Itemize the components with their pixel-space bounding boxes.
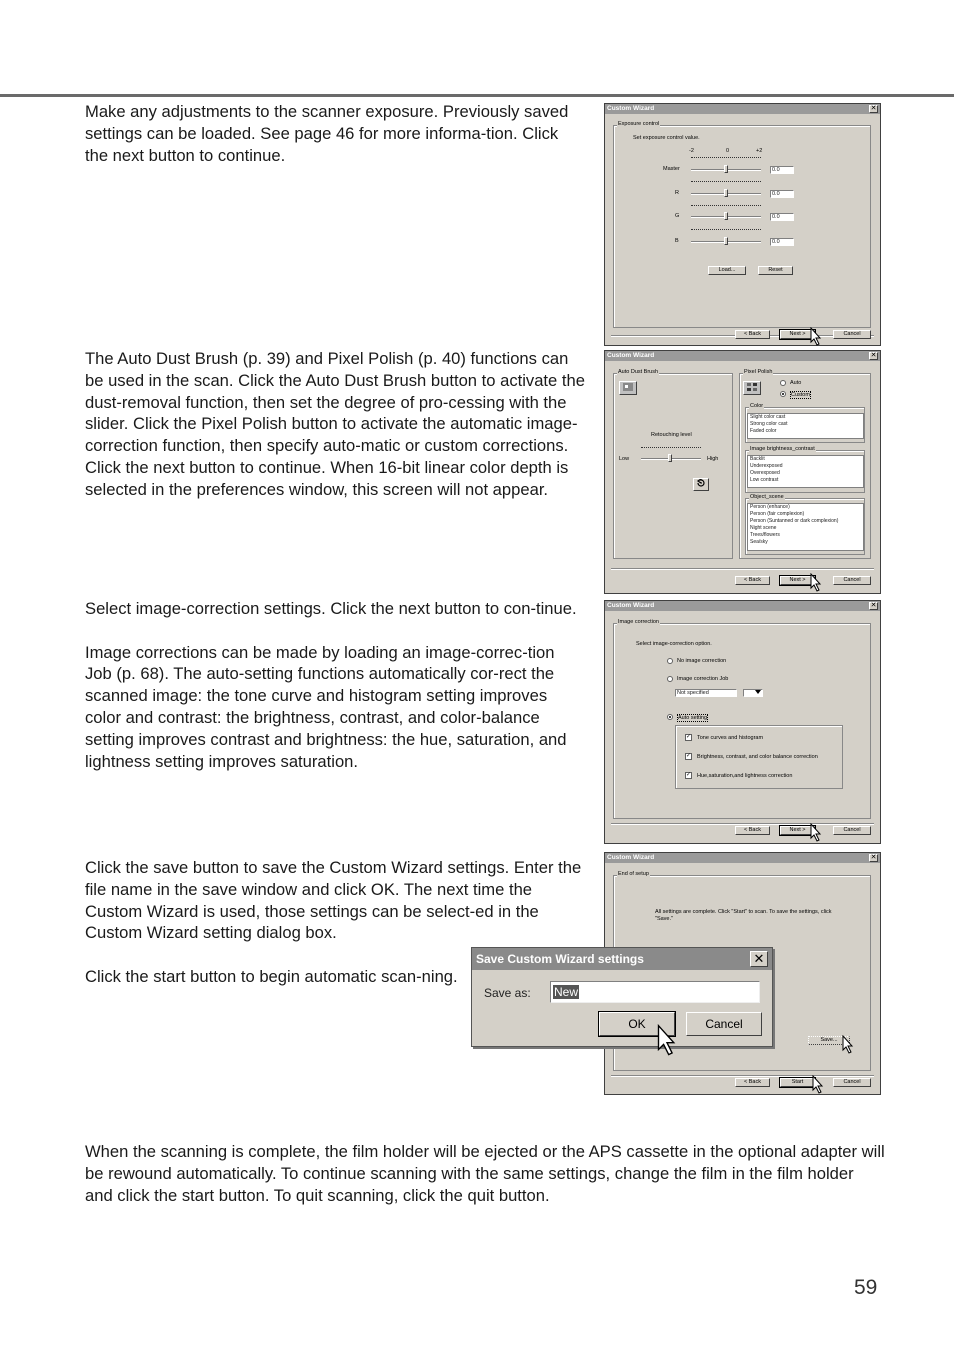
red-ticks — [691, 181, 761, 184]
save-as-input[interactable] — [550, 981, 760, 1003]
pixel-polish-group-label: Pixel Polish — [744, 369, 773, 375]
separator — [611, 823, 874, 825]
exposure-group — [613, 125, 871, 328]
mouse-pointer-icon — [810, 573, 822, 593]
tone-curve-label: Tone curves and histogram — [697, 735, 764, 741]
start-button[interactable]: Start — [780, 1078, 815, 1087]
retouching-level-label: Retouching level — [651, 432, 692, 438]
save-dialog-title: Save Custom Wizard settings — [476, 952, 644, 966]
brightness-label: Brightness, contrast, and color balance correction — [697, 754, 818, 760]
list-item[interactable]: Backlit — [750, 456, 765, 462]
top-rule — [0, 94, 954, 97]
reset-arrow-button[interactable] — [693, 478, 709, 491]
undo-icon — [696, 479, 706, 487]
red-label: R — [675, 190, 679, 196]
blue-value-field[interactable]: 0.0 — [770, 238, 794, 246]
end-of-setup-group-label: End of setup — [618, 871, 649, 877]
paragraph-complete — [85, 1141, 885, 1206]
list-item[interactable]: Person (fair complexion) — [750, 511, 805, 517]
green-ticks — [691, 205, 761, 208]
list-item[interactable]: Slight color cast — [750, 414, 786, 420]
next-button[interactable]: Next > — [780, 826, 815, 835]
correction-prompt: Select image-correction option. — [636, 641, 712, 647]
dust-brush-group — [613, 373, 733, 559]
save-button[interactable]: Save... — [808, 1036, 850, 1045]
scale-mid-label: 0 — [726, 148, 730, 154]
cancel-button[interactable]: Cancel — [833, 330, 871, 339]
list-item[interactable]: Person (Suntanned or dark complexion) — [750, 518, 839, 524]
list-item[interactable]: Low contrast — [750, 477, 779, 483]
paragraph-start-text: Click the start button to begin automatic scan-ning. — [85, 967, 458, 986]
custom-radio-label: Custom — [791, 392, 810, 398]
green-value-field[interactable]: 0.0 — [770, 213, 794, 221]
paragraph-image-correction — [85, 598, 583, 772]
pixel-polish-toggle-button[interactable] — [743, 381, 761, 395]
no-correction-radio[interactable] — [667, 658, 673, 664]
hue-checkbox[interactable]: ✓ — [686, 772, 692, 778]
list-item[interactable]: Night scene — [750, 525, 777, 531]
cancel-button[interactable]: Cancel — [833, 1078, 871, 1087]
list-item[interactable]: Sea/sky — [750, 539, 768, 545]
close-icon[interactable]: ✕ — [870, 854, 877, 861]
blue-ticks — [691, 229, 761, 232]
color-listbox[interactable] — [747, 413, 864, 439]
wizard-dust-window — [604, 350, 881, 594]
red-slider-thumb[interactable] — [724, 189, 728, 197]
correction-job-field[interactable]: Not specified — [675, 689, 737, 697]
low-label: Low — [619, 456, 630, 462]
paragraph-exposure — [85, 101, 583, 166]
retouching-slider-thumb[interactable] — [668, 454, 672, 462]
title-bar — [605, 104, 880, 114]
auto-radio-label: Auto — [790, 380, 802, 386]
red-value-field[interactable]: 0.0 — [770, 190, 794, 198]
blue-slider-thumb[interactable] — [724, 237, 728, 245]
list-item[interactable]: Faded color — [750, 428, 777, 434]
dust-brush-icon — [621, 382, 635, 392]
paragraph-start — [85, 966, 460, 988]
list-item[interactable]: Trees/flowers — [750, 532, 780, 538]
chevron-down-icon — [755, 690, 761, 695]
brightness-checkbox[interactable]: ✓ — [686, 753, 692, 759]
list-item[interactable]: Underexposed — [750, 463, 783, 469]
setup-message: All settings are complete. Click "Start" to scan. To save the settings, click "Save." — [655, 909, 832, 922]
load-button[interactable]: Load... — [708, 266, 746, 275]
auto-setting-label: Auto setting — [678, 715, 708, 721]
scale-max-label: +2 — [756, 148, 763, 154]
list-item[interactable]: Person (enhance) — [750, 504, 790, 510]
master-value-field[interactable]: 0.0 — [770, 166, 794, 174]
next-button[interactable]: Next > — [780, 330, 815, 339]
paragraph-image-correction-detail: Image corrections can be made by loading an image-correc-tion Job (p. 68). The auto-setting functions automatically cor-rect the scanned image: the tone curve and histogram setting improves color and contrast: the brightness, contrast, and color-balance setting improves contrast and brightness: the hue, saturation, and lightness setting improves saturation. — [85, 642, 567, 771]
tone-curve-checkbox[interactable]: ✓ — [686, 734, 692, 740]
hue-label: Hue,saturation,and lightness correction — [697, 773, 793, 779]
dust-brush-group-label: Auto Dust Brush — [618, 369, 659, 375]
no-correction-label: No image correction — [677, 658, 727, 664]
save-dialog-title-bar — [472, 948, 772, 970]
window-title: Custom Wizard — [607, 854, 655, 861]
master-ticks — [691, 157, 761, 160]
close-icon[interactable]: ✕ — [750, 951, 768, 967]
back-button[interactable]: < Back — [735, 330, 770, 339]
close-icon[interactable]: ✕ — [870, 105, 877, 112]
paragraph-dust-brush — [85, 348, 590, 501]
paragraph-save — [85, 857, 590, 944]
window-title: Custom Wizard — [607, 602, 655, 609]
close-icon[interactable]: ✕ — [870, 602, 877, 609]
save-as-value: New — [554, 985, 579, 999]
custom-radio[interactable] — [780, 391, 786, 397]
master-label: Master — [663, 166, 680, 172]
mouse-pointer-icon — [810, 823, 822, 843]
brightness-listbox[interactable] — [747, 455, 864, 488]
correction-job-dropdown[interactable] — [743, 689, 763, 697]
close-icon[interactable]: ✕ — [870, 352, 877, 359]
auto-setting-radio[interactable] — [667, 714, 673, 720]
separator — [611, 568, 874, 570]
paragraph-save-text: Click the save button to save the Custom Wizard settings. Enter the file name in the save window and click OK. The next time the Custom Wizard is used, those settings can be select-ed in the Custom Wizard setting dialog box. — [85, 858, 582, 943]
mouse-pointer-icon — [812, 1075, 824, 1095]
back-button[interactable]: < Back — [735, 1078, 770, 1087]
paragraph-exposure-text: Make any adjustments to the scanner exposure. Previously saved settings can be loaded. See page 46 for more informa-tion. Click the next button to continue. — [85, 102, 569, 165]
high-label: High — [707, 456, 719, 462]
ok-button[interactable]: OK — [599, 1012, 675, 1036]
auto-radio[interactable] — [780, 380, 786, 386]
separator — [611, 1075, 874, 1077]
wizard-correction-window — [604, 600, 881, 844]
mouse-pointer-icon — [656, 1024, 678, 1058]
object-scene-listbox[interactable] — [747, 503, 864, 551]
pixel-polish-icon — [745, 382, 759, 392]
green-label: G — [675, 213, 680, 219]
cancel-button[interactable]: Cancel — [833, 576, 871, 585]
exposure-group-label: Exposure control — [618, 121, 660, 127]
window-title: Custom Wizard — [607, 352, 655, 359]
wizard-exposure-window — [604, 103, 881, 346]
reset-button[interactable]: Reset — [758, 266, 793, 275]
mouse-pointer-icon — [842, 1035, 854, 1055]
scale-min-label: -2 — [689, 148, 694, 154]
exposure-prompt: Set exposure control value. — [633, 135, 700, 141]
title-bar — [605, 601, 880, 611]
paragraph-image-correction-intro: Select image-correction settings. Click the next button to con-tinue. — [85, 599, 577, 618]
green-slider-thumb[interactable] — [724, 212, 728, 220]
list-item[interactable]: Overexposed — [750, 470, 780, 476]
list-item[interactable]: Strong color cast — [750, 421, 788, 427]
object-scene-group-label: Object_scene — [750, 494, 784, 500]
correction-job-label: Image correction Job — [677, 676, 729, 682]
retouching-ticks — [641, 447, 701, 450]
back-button[interactable]: < Back — [735, 826, 770, 835]
color-group-label: Color — [750, 403, 764, 409]
blue-label: B — [675, 238, 679, 244]
paragraph-complete-text: When the scanning is complete, the film holder will be ejected or the APS cassette in the optional adapter will be rewound automatically. To continue scanning with the same settings, change the film in the film holder and click the start button. To quit scanning, click the quit button. — [85, 1142, 885, 1205]
dust-brush-toggle-button[interactable] — [619, 381, 637, 395]
title-bar — [605, 351, 880, 361]
page-number: 59 — [854, 1276, 878, 1299]
mouse-pointer-icon — [810, 327, 822, 347]
image-correction-group — [613, 623, 871, 819]
master-slider-thumb[interactable] — [724, 165, 728, 173]
next-button[interactable]: Next > — [780, 576, 815, 585]
cancel-button[interactable]: Cancel — [833, 826, 871, 835]
window-title: Custom Wizard — [607, 105, 655, 112]
brightness-group-label: Image brightness_contrast — [750, 446, 815, 452]
title-bar — [605, 853, 880, 863]
back-button[interactable]: < Back — [735, 576, 770, 585]
save-as-label: Save as: — [484, 986, 531, 1000]
correction-job-radio[interactable] — [667, 676, 673, 682]
image-correction-group-label: Image correction — [618, 619, 659, 625]
paragraph-dust-brush-text: The Auto Dust Brush (p. 39) and Pixel Polish (p. 40) functions can be used in the scan. Click the Auto Dust Brush button to activate the dust-removal function, then set the degree of pro-cessing with the slider. Click the Pixel Polish button to activate the automatic image-correction function, then specify auto-matic or custom corrections. Click the next button to continue. When 16-bit linear color depth is selected in the preferences window, this screen will not appear. — [85, 349, 585, 499]
save-cancel-button[interactable]: Cancel — [686, 1012, 762, 1036]
save-settings-dialog — [471, 947, 773, 1047]
